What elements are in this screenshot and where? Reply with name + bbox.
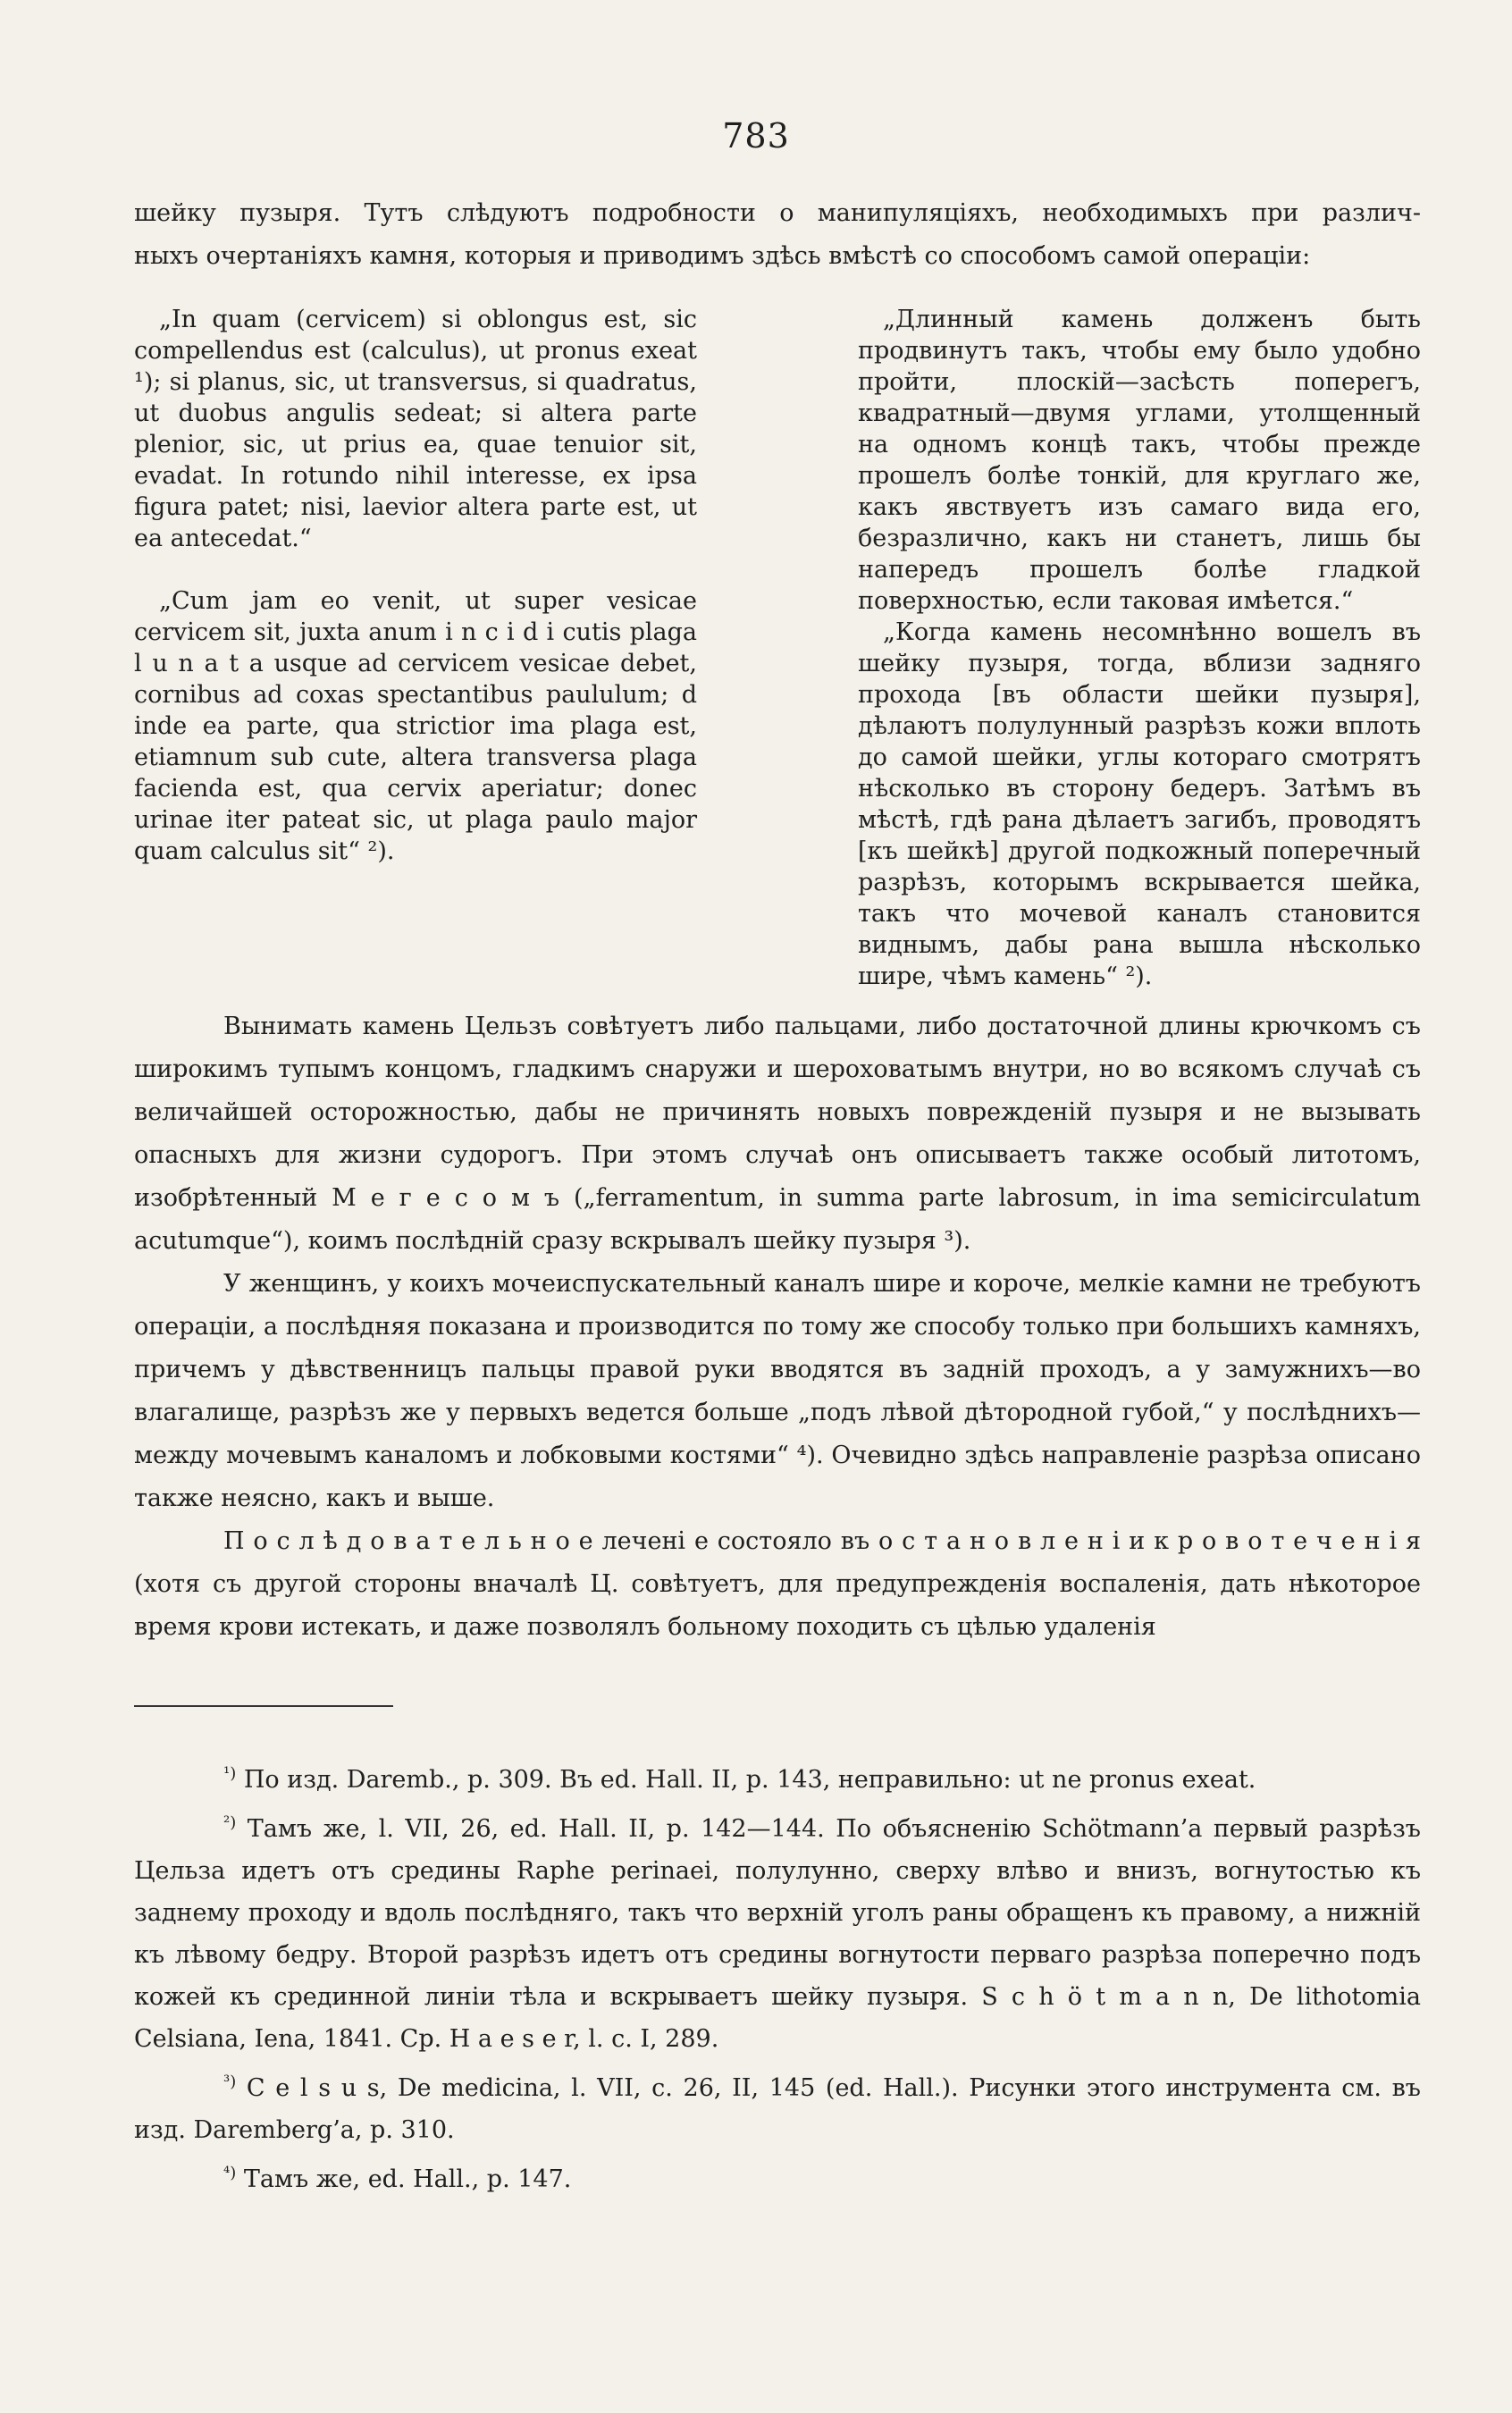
footnote-text: C e l s u s, De medicina, l. VII, c. 26, II, 145 (ed. Hall.). Рисунки этого инструмента см. въ изд. Daremberg’a, p. 310. xyxy=(134,2074,1421,2144)
footnotes xyxy=(134,1759,1421,2207)
footnote-text: Тамъ же, l. VII, 26, ed. Hall. II, p. 142—144. По объясненію Schötmann’a первый разрѣзъ Цельза идетъ отъ средины Raphe perinaei, полулунно, сверху влѣво и внизъ, вогнутостью къ заднему проходу и вдоль послѣдняго, такъ что верхній уголъ раны обращенъ къ правому, а нижній къ лѣвому бедру. Второй разрѣзъ идетъ отъ средины вогнутости перваго разрѣза поперечно подъ кожей къ срединной линіи тѣла и вскрываетъ шейку пузыря. S c h ö t m a n n, De lithotomia Celsiana, Iena, 1841. Ср. H a e s e r, l. c. I, 289. xyxy=(134,1815,1421,2053)
footnote-text: По изд. Daremb., p. 309. Въ ed. Hall. II, p. 143, неправильно: ut ne pronus exeat. xyxy=(243,1766,1256,1794)
intro-text xyxy=(134,192,1421,278)
latin-quote-1: „In quam (cervicem) si oblongus est, sic compellendus est (calculus), ut pronus exeat ¹); si planus, sic, ut transversus, si quadratus, ut duobus angulis sedeat; si altera parte plenior, sic, ut prius ea, quae tenuior sit, evadat. In rotundo nihil interesse, ex ipsa figura patet; nisi, laevior altera parte est, ut ea antecedat.“ xyxy=(134,306,697,552)
russian-column xyxy=(858,304,1421,992)
footnote xyxy=(134,1759,1421,1801)
russian-quote-1: „Длинный камень долженъ быть продвинутъ такъ, чтобы ему было удобно пройти, плоскій—засѣсть поперегъ, квадратный—двумя углами, утолщенный на одномъ концѣ такъ, чтобы прежде прошелъ болѣе тонкій, для круглаго же, какъ явствуетъ изъ самаго вида его, безразлично, какъ ни станетъ, лишь бы напередъ прошелъ болѣе гладкой поверхностью, если таковая имѣется.“ xyxy=(858,306,1421,615)
latin-column xyxy=(134,304,697,867)
intro-line-1: шейку пузыря. Тутъ слѣдуютъ подробности о манипуляціяхъ, необходимыхъ при различ- xyxy=(134,199,1421,227)
footnote xyxy=(134,2158,1421,2200)
body-text xyxy=(134,1005,1421,1649)
footnote-mark: ³) xyxy=(223,2072,237,2091)
page-number: 783 xyxy=(722,116,790,156)
footnote xyxy=(134,1808,1421,2060)
footnote-mark: ²) xyxy=(223,1813,237,1832)
footnote-mark: ⁴) xyxy=(223,2164,237,2182)
intro-line-2: ныхъ очертаніяхъ камня, которыя и приводимъ здѣсь вмѣстѣ со способомъ самой операціи: xyxy=(134,242,1311,270)
paragraph-aftercare: П о с л ѣ д о в а т е л ь н о е лечені е состояло въ о с т а н о в л е н і и к р о в о т е ч е н і я (хотя съ другой стороны вначалѣ Ц. совѣтуетъ, для предупрежденія воспаленія, дать нѣкоторое время крови истекать, и даже позволялъ больному походить съ цѣлью удаленія xyxy=(134,1527,1421,1641)
footnote xyxy=(134,2067,1421,2151)
russian-quote-2: „Когда камень несомнѣнно вошелъ въ шейку пузыря, тогда, вблизи задняго прохода [въ области шейки пузыря], дѣлаютъ полулунный разрѣзъ кожи вплоть до самой шейки, углы котораго смотрятъ нѣсколько въ сторону бедеръ. Затѣмъ въ мѣстѣ, гдѣ рана дѣлаетъ загибъ, проводятъ [къ шейкѣ] другой подкожный поперечный разрѣзъ, которымъ вскрывается шейка, такъ что мочевой каналъ становится виднымъ, дабы рана вышла нѣсколько шире, чѣмъ камень“ ²). xyxy=(858,618,1421,990)
footnote-divider xyxy=(134,1705,393,1707)
paragraph-extraction: Вынимать камень Цельзъ совѣтуетъ либо пальцами, либо достаточной длины крючкомъ съ широкимъ тупымъ концомъ, гладкимъ снаружи и шероховатымъ внутри, но во всякомъ случаѣ съ величайшей осторожностью, дабы не причинять новыхъ поврежденій пузыря и не вызывать опасныхъ для жизни судорогъ. При этомъ случаѣ онъ описываетъ также особый литотомъ, изобрѣтенный М е г е с о м ъ („ferramentum, in summa parte labrosum, in ima semicirculatum acutumque“), коимъ послѣдній сразу вскрывалъ шейку пузыря ³). xyxy=(134,1013,1421,1255)
paragraph-women: У женщинъ, у коихъ мочеиспускательный каналъ шире и короче, мелкіе камни не требуютъ операціи, а послѣдняя показана и производится по тому же способу только при большихъ камняхъ, причемъ у дѣвственницъ пальцы правой руки вводятся въ задній проходъ, а у замужнихъ—во влагалище, разрѣзъ же у первыхъ ведется больше „подъ лѣвой дѣтородной губой,“ у послѣднихъ—между мочевымъ каналомъ и лобковыми костями“ ⁴). Очевидно здѣсь направленіе разрѣза описано также неясно, какъ и выше. xyxy=(134,1270,1421,1512)
footnote-mark: ¹) xyxy=(223,1764,237,1783)
latin-quote-2: „Cum jam eo venit, ut super vesicae cervicem sit, juxta anum i n c i d i cutis plaga l u n a t a usque ad cervicem vesicae debet, cornibus ad coxas spectantibus paululum; d inde ea parte, qua strictior ima plaga est, etiamnum sub cute, altera transversa plaga facienda est, qua cervix aperiatur; donec urinae iter pateat sic, ut plaga paulo major quam calculus sit“ ²). xyxy=(134,587,697,865)
footnote-text: Тамъ же, ed. Hall., p. 147. xyxy=(243,2165,572,2193)
